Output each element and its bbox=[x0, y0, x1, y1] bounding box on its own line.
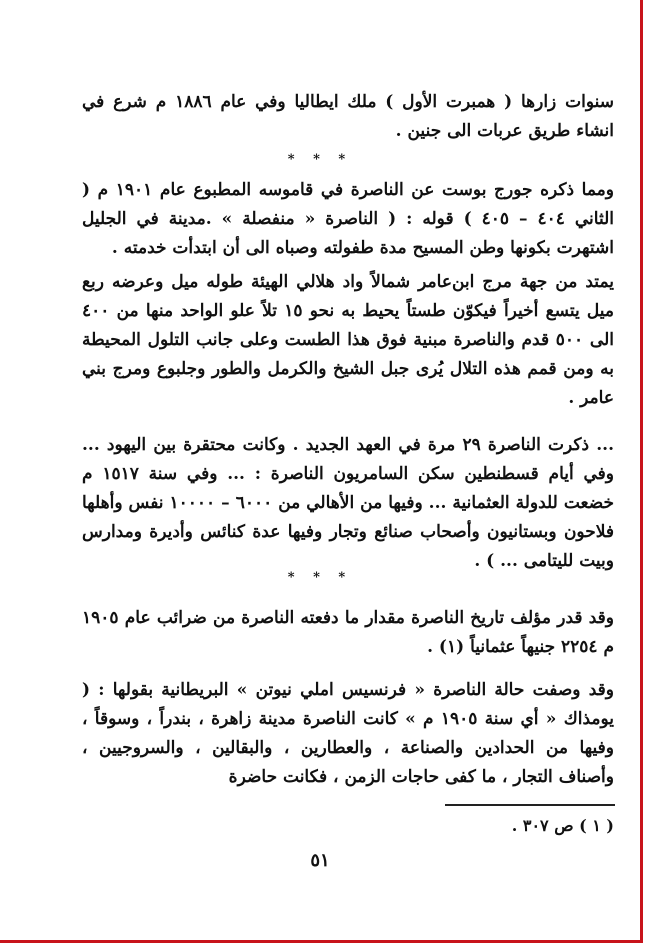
paragraph-4: ... ذكرت الناصرة ٢٩ مرة في العهد الجديد . وكانت محتقرة بين اليهود ... وفي أيام قسطنطين سكن السامريون الناصرة : ... وفي سنة ١٥١٧ م خضعت للدولة العثمانية ... وفيها من الأهالي من ٦٠٠٠ – ١٠٠٠٠ نفس وأهلها فلاحون وبستانيون وأصحاب صنائع وتجار وفيها عدة كنائس وأديرة ومدارس وبيت لليتامى ... ) . bbox=[82, 435, 614, 571]
page-number: ٥١ bbox=[310, 850, 330, 871]
paragraph-2: ومما ذكره جورج بوست عن الناصرة في قاموسه المطبوع عام ١٩٠١ م ( الثاني ٤٠٤ – ٤٠٥ ) قوله : ( الناصرة « منفصلة » .مدينة في الجليل اشتهرت بكونها وطن المسيح مدة طفولته وصباه الى أن ابتدأت خدمته . bbox=[82, 180, 614, 258]
section-separator-2: * * * bbox=[287, 570, 353, 585]
paragraph-5: وقد قدر مؤلف تاريخ الناصرة مقدار ما دفعته الناصرة من ضرائب عام ١٩٠٥ م ٢٢٥٤ جنيهاً عثمانياً (١) . bbox=[82, 608, 614, 657]
footnote-divider bbox=[445, 804, 615, 806]
footnote: ( ١ ) ص ٣٠٧ . bbox=[511, 816, 614, 835]
paragraph-3: يمتد من جهة مرج ابن‌عامر شمالاً واد هلالي الهيئة طوله ميل وعرضه ربع ميل يتسع أخيراً فيكوّن طستاً يحيط به نحو ١٥ تلاً علو الواحد منها من ٤٠٠ الى ٥٠٠ قدم والناصرة مبنية فوق هذا الطست وعلى جانب التلول المحيطة به ومن قمم هذه التلال يُرى جبل الشيخ والكرمل والطور وجلبوع ومرج بني عامر . bbox=[82, 272, 615, 408]
paragraph-6: وقد وصفت حالة الناصرة « فرنسيس املي نيوتن » البريطانية بقولها : ( يومذاك « أي سنة ١٩٠٥ م » كانت الناصرة مدينة زاهرة ، بندراً ، وسوقاً ، وفيها من الحدادين والصناعة ، والعطارين ، والبقالين ، والسروجيين ، وأصناف التجار ، ما كفى حاجات الزمن ، فكانت حاضرة bbox=[82, 680, 614, 787]
paragraph-1: سنوات زارها ( همبرت الأول ) ملك ايطاليا وفي عام ١٨٨٦ م شرع في انشاء طريق عربات الى جنين . bbox=[82, 92, 614, 141]
section-separator-1: * * * bbox=[287, 152, 353, 167]
